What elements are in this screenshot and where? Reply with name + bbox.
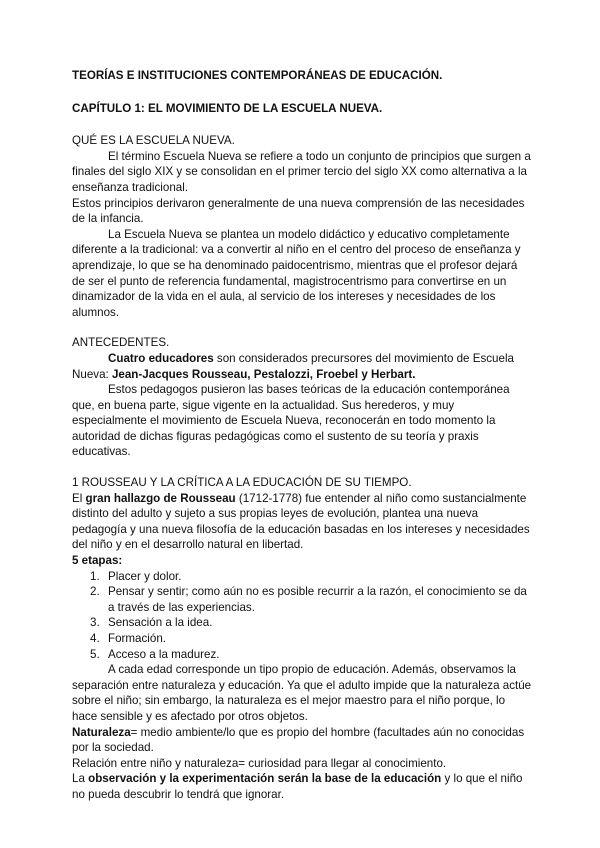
document-title: TEORÍAS E INSTITUCIONES CONTEMPORÁNEAS DE EDUCACIÓN. xyxy=(72,69,443,82)
list-number: 5. xyxy=(90,647,100,661)
paragraph: Estos pedagogos pusieron las bases teóricas de la educación contemporánea que, en buena parte, sigue vigente en la actualidad. Sus herederos, y muy especialmente el movimiento de Escuela Nueva, reconocerán en todo momento la autoridad de dichas figuras pedagógicas como el sustento de su teoría y praxis educativas. xyxy=(72,383,510,459)
list-number: 2. xyxy=(90,585,100,599)
text: y lo que el niño no pueda descubrir lo tendrá que ignorar. xyxy=(72,772,523,801)
stages-label: 5 etapas: xyxy=(72,554,123,568)
paragraph: La Escuela Nueva se plantea un modelo didáctico y educativo completamente diferente a la tradicional: va a convertir al niño en el centro del proceso de enseñanza y aprendizaje, lo que se ha denominado paidocentrismo, mientras que el profesor dejará de ser el punto de referencia fundamental, magistrocentrismo para convertirse en un dinamizador de la vida en el aula, al servicio de los intereses y necesidades de los alumnos. xyxy=(72,227,521,319)
text: son considerados precursores del movimiento de Escuela Nueva: xyxy=(72,351,514,381)
paragraph: Estos principios derivaron generalmente de una nueva comprensión de las necesidades de la infancia. xyxy=(72,196,525,226)
stages-list xyxy=(72,569,532,663)
bold-text: observación y la experimentación serán la base de la educación xyxy=(88,772,442,786)
list-item xyxy=(72,647,532,663)
section-heading-rousseau: 1 ROUSSEAU Y LA CRÍTICA A LA EDUCACIÓN DE SU TIEMPO. xyxy=(72,476,412,490)
text: (1712-1778) fue entender al niño como sustancialmente distinto del adulto y sujeto a sus propias leyes de evolución, plantea una nueva pedagogía y una nueva filosofía de la educación basadas en los intereses y necesidades del niño y en el desarrollo natural en libertad. xyxy=(72,491,530,552)
paragraph: Relación entre niño y naturaleza= curiosidad para llegar al conocimiento. xyxy=(72,756,447,770)
list-number: 3. xyxy=(90,616,100,630)
bold-text: gran hallazgo de Rousseau xyxy=(85,491,236,505)
list-item xyxy=(72,631,532,647)
paragraph xyxy=(72,771,532,802)
list-text: Sensación a la idea. xyxy=(108,616,213,630)
list-text: Pensar y sentir; como aún no es posible recurrir a la razón, el conocimiento se da a través de las experiencias. xyxy=(108,585,527,614)
list-text: Formación. xyxy=(108,632,166,645)
text: = medio ambiente/lo que es propio del hombre (facultades aún no conocidas por la sociedad. xyxy=(72,725,525,755)
paragraph xyxy=(72,491,532,553)
list-text: Acceso a la madurez. xyxy=(108,647,220,661)
list-item xyxy=(72,569,532,585)
list-number: 4. xyxy=(90,632,100,645)
chapter-title: CAPÍTULO 1: EL MOVIMIENTO DE LA ESCUELA NUEVA. xyxy=(72,101,383,115)
list-item xyxy=(72,584,532,615)
bold-text: Cuatro educadores xyxy=(108,351,214,365)
list-item xyxy=(72,615,532,631)
list-number: 1. xyxy=(90,569,100,583)
paragraph: A cada edad corresponde un tipo propio de educación. Además, observamos la separación entre naturaleza y educación. Ya que el adulto impide que la naturaleza actúe sobre el niño; sin embargo, la naturaleza es el mejor maestro para el niño porque, lo hace sensible y es afectado por otros objetos. xyxy=(72,663,532,723)
document-body xyxy=(72,68,532,803)
text: La xyxy=(72,772,89,786)
paragraph xyxy=(72,725,532,756)
section-heading-que-es: QUÉ ES LA ESCUELA NUEVA. xyxy=(72,134,235,148)
section-heading-antecedentes: ANTECEDENTES. xyxy=(72,336,170,350)
bold-text: Jean-Jacques Rousseau, Pestalozzi, Froebel y Herbart. xyxy=(111,367,416,381)
text: El xyxy=(72,491,86,505)
paragraph xyxy=(72,351,532,382)
bold-text: Naturaleza xyxy=(72,725,131,739)
list-text: Placer y dolor. xyxy=(108,569,182,583)
paragraph: El término Escuela Nueva se refiere a todo un conjunto de principios que surgen a finales del siglo XIX y se consolidan en el primer tercio del siglo XX como alternativa a la enseñanza tradicional. xyxy=(72,149,531,194)
